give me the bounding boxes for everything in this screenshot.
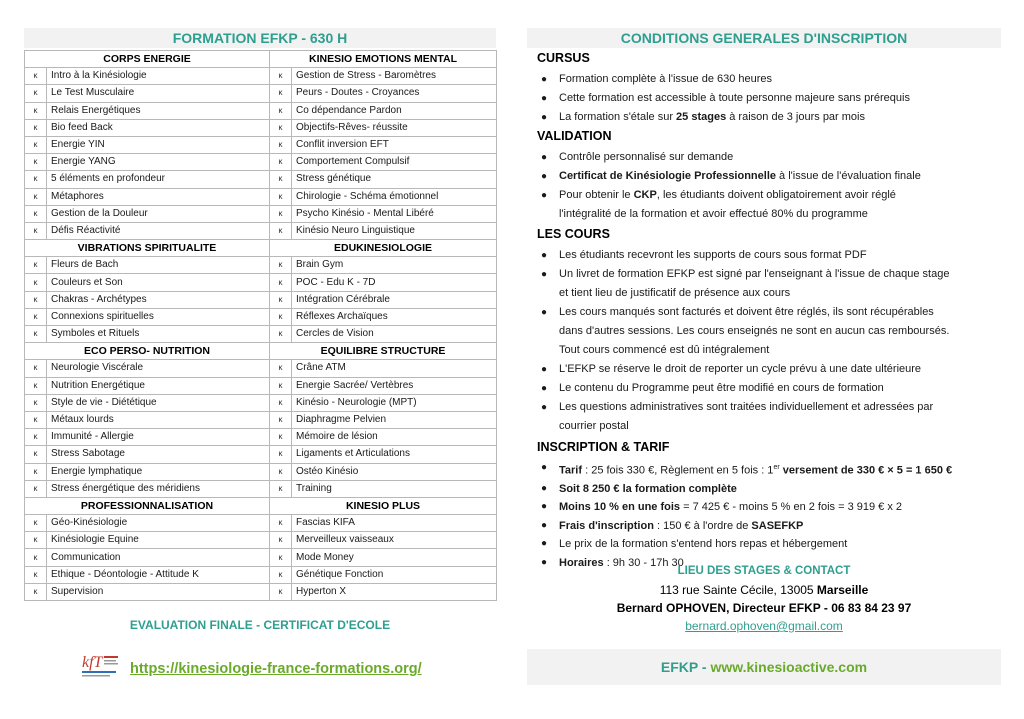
email-link[interactable]: bernard.ophoven@gmail.com <box>685 619 843 633</box>
kappa-marker-icon: ĸ <box>270 549 292 566</box>
module-name: Kinésio Neuro Linguistique <box>292 222 497 239</box>
kappa-marker-icon: ĸ <box>270 394 292 411</box>
kappa-marker-icon: ĸ <box>270 566 292 583</box>
module-name: Ostéo Kinésio <box>292 463 497 480</box>
kappa-marker-icon: ĸ <box>25 394 47 411</box>
director-contact: Bernard OPHOVEN, Directeur EFKP - 06 83 84 23 97 <box>616 601 912 615</box>
footer-website-link[interactable]: www.kinesioactive.com <box>710 659 868 675</box>
table-row <box>25 411 497 428</box>
table-row <box>25 102 497 119</box>
kappa-marker-icon: ĸ <box>270 222 292 239</box>
module-name: Training <box>292 480 497 497</box>
module-name: Immunité - Allergie <box>47 429 270 446</box>
table-row <box>25 85 497 102</box>
module-name: Connexions spirituelles <box>47 308 270 325</box>
list-item: ● Certificat de Kinésiologie Professionnelle à l'issue de l'évaluation finale <box>537 167 997 186</box>
list-item: ● Pour obtenir le CKP, les étudiants doivent obligatoirement avoir réglé l'intégralité de la formation et avoir effectué 80% du programme <box>537 186 997 224</box>
kappa-marker-icon: ĸ <box>25 274 47 291</box>
table-row <box>25 274 497 291</box>
module-name: Energie lymphatique <box>47 463 270 480</box>
contact-heading: LIEU DES STAGES & CONTACT <box>677 565 851 577</box>
module-name: Réflexes Archaïques <box>292 308 497 325</box>
kappa-marker-icon: ĸ <box>270 326 292 343</box>
module-name: Couleurs et Son <box>47 274 270 291</box>
kappa-marker-icon: ĸ <box>25 188 47 205</box>
table-row <box>25 377 497 394</box>
kappa-marker-icon: ĸ <box>25 360 47 377</box>
module-name: Fleurs de Bach <box>47 257 270 274</box>
module-name: Kinésiologie Equine <box>47 532 270 549</box>
module-name: Energie Sacrée/ Vertèbres <box>292 377 497 394</box>
category-header: VIBRATIONS SPIRITUALITE <box>25 240 270 257</box>
table-row <box>25 119 497 136</box>
bullet-icon: ● <box>541 93 548 104</box>
tarif-list <box>537 459 997 572</box>
module-name: Hyperton X <box>292 583 497 600</box>
module-name: Intégration Cérébrale <box>292 291 497 308</box>
bullet-icon: ● <box>541 383 548 394</box>
kappa-marker-icon: ĸ <box>270 171 292 188</box>
module-name: Intro à la Kinésiologie <box>47 68 270 85</box>
category-header-row <box>25 343 497 360</box>
table-row <box>25 291 497 308</box>
module-name: Conflit inversion EFT <box>292 136 497 153</box>
table-row <box>25 308 497 325</box>
kappa-marker-icon: ĸ <box>25 532 47 549</box>
module-name: Stress énergétique des méridiens <box>47 480 270 497</box>
kappa-marker-icon: ĸ <box>25 205 47 222</box>
category-header: EQUILIBRE STRUCTURE <box>270 343 497 360</box>
table-row <box>25 566 497 583</box>
table-row <box>25 429 497 446</box>
module-name: Merveilleux vaisseaux <box>292 532 497 549</box>
list-item: ● Les cours manqués sont facturés et doivent être réglés, ils sont récupérables dans d'autres sessions. Les cours enseignés ne sont en aucun cas remboursés. Tout cours commencé est dû intégralement <box>537 303 997 360</box>
kappa-marker-icon: ĸ <box>270 583 292 600</box>
kappa-marker-icon: ĸ <box>270 257 292 274</box>
module-name: Psycho Kinésio - Mental Libéré <box>292 205 497 222</box>
kappa-marker-icon: ĸ <box>25 377 47 394</box>
table-row <box>25 326 497 343</box>
category-header: KINESIO PLUS <box>270 497 497 514</box>
address: 113 rue Sainte Cécile, 13005 Marseille <box>659 583 869 597</box>
bullet-icon: ● <box>541 74 548 85</box>
module-name: Nutrition Energétique <box>47 377 270 394</box>
list-item: ● Les étudiants recevront les supports de cours sous format PDF <box>537 246 997 265</box>
kappa-marker-icon: ĸ <box>270 480 292 497</box>
section-tarif: INSCRIPTION & TARIF <box>537 440 670 454</box>
kappa-marker-icon: ĸ <box>25 68 47 85</box>
kappa-marker-icon: ĸ <box>270 532 292 549</box>
website-link[interactable]: https://kinesiologie-france-formations.org/ <box>130 661 422 677</box>
module-name: Géo-Kinésiologie <box>47 515 270 532</box>
table-row <box>25 154 497 171</box>
module-name: Energie YIN <box>47 136 270 153</box>
table-row <box>25 188 497 205</box>
kappa-marker-icon: ĸ <box>25 429 47 446</box>
program-table <box>24 50 497 601</box>
module-name: Mémoire de lésion <box>292 429 497 446</box>
module-name: Cercles de Vision <box>292 326 497 343</box>
module-name: Gestion de la Douleur <box>47 205 270 222</box>
kappa-marker-icon: ĸ <box>25 257 47 274</box>
list-item: ● L'EFKP se réserve le droit de reporter un cycle prévu à une date ultérieure <box>537 360 997 379</box>
kappa-marker-icon: ĸ <box>270 291 292 308</box>
list-item: ● Contrôle personnalisé sur demande <box>537 148 997 167</box>
list-item: ● Le contenu du Programme peut être modifié en cours de formation <box>537 379 997 398</box>
kappa-marker-icon: ĸ <box>25 308 47 325</box>
table-row <box>25 394 497 411</box>
evaluation-note: EVALUATION FINALE - CERTIFICAT D'ECOLE <box>129 618 391 632</box>
module-name: Mode Money <box>292 549 497 566</box>
svg-text:kfT: kfT <box>82 654 103 671</box>
category-header: PROFESSIONNALISATION <box>25 497 270 514</box>
table-row <box>25 463 497 480</box>
kappa-marker-icon: ĸ <box>270 377 292 394</box>
kappa-marker-icon: ĸ <box>270 119 292 136</box>
table-row <box>25 360 497 377</box>
validation-list <box>537 148 997 224</box>
module-name: Diaphragme Pelvien <box>292 411 497 428</box>
bullet-icon: ● <box>541 538 548 550</box>
category-header: EDUKINESIOLOGIE <box>270 240 497 257</box>
module-name: Communication <box>47 549 270 566</box>
module-name: Métaux lourds <box>47 411 270 428</box>
module-name: Relais Energétiques <box>47 102 270 119</box>
module-name: Chirologie - Schéma émotionnel <box>292 188 497 205</box>
category-header-row <box>25 240 497 257</box>
table-row <box>25 205 497 222</box>
kappa-marker-icon: ĸ <box>270 188 292 205</box>
bullet-icon: ● <box>541 307 548 318</box>
module-name: Ligaments et Articulations <box>292 446 497 463</box>
list-item: ● Le prix de la formation s'entend hors repas et hébergement <box>537 535 997 553</box>
module-name: Génétique Fonction <box>292 566 497 583</box>
kappa-marker-icon: ĸ <box>270 136 292 153</box>
list-item: ● Frais d'inscription : 150 € à l'ordre de SASEFKP <box>537 517 997 535</box>
table-row <box>25 515 497 532</box>
kappa-marker-icon: ĸ <box>25 102 47 119</box>
list-item: ● Les questions administratives sont traitées individuellement et adressées par courrier postal <box>537 398 997 436</box>
list-item: ● Tarif : 25 fois 330 €, Règlement en 5 fois : 1er versement de 330 € × 5 = 1 650 € <box>537 459 997 480</box>
footer-banner: EFKP - www.kinesioactive.com <box>527 649 1001 685</box>
module-name: Stress Sabotage <box>47 446 270 463</box>
module-name: Peurs - Doutes - Croyances <box>292 85 497 102</box>
module-name: Neurologie Viscérale <box>47 360 270 377</box>
section-cursus: CURSUS <box>537 51 590 65</box>
kappa-marker-icon: ĸ <box>270 446 292 463</box>
module-name: Le Test Musculaire <box>47 85 270 102</box>
module-name: Fascias KIFA <box>292 515 497 532</box>
section-validation: VALIDATION <box>537 129 612 143</box>
section-cours: LES COURS <box>537 227 610 241</box>
category-header-row <box>25 497 497 514</box>
module-name: POC - Edu K - 7D <box>292 274 497 291</box>
module-name: Crâne ATM <box>292 360 497 377</box>
table-row <box>25 222 497 239</box>
list-item: ● Moins 10 % en une fois = 7 425 € - moins 5 % en 2 fois = 3 919 € x 2 <box>537 498 997 516</box>
kappa-marker-icon: ĸ <box>25 222 47 239</box>
kappa-marker-icon: ĸ <box>270 85 292 102</box>
kappa-marker-icon: ĸ <box>25 549 47 566</box>
list-item: ● Horaires : 9h 30 - 17h 30 <box>537 554 997 572</box>
table-row <box>25 532 497 549</box>
list-item: ● La formation s'étale sur 25 stages à raison de 3 jours par mois <box>537 108 997 127</box>
bullet-icon: ● <box>541 190 548 201</box>
list-item: ● Cette formation est accessible à toute personne majeure sans prérequis <box>537 89 997 108</box>
bullet-icon: ● <box>541 250 548 261</box>
kappa-marker-icon: ĸ <box>270 154 292 171</box>
module-name: Stress génétique <box>292 171 497 188</box>
kappa-marker-icon: ĸ <box>25 119 47 136</box>
module-name: Gestion de Stress - Baromètres <box>292 68 497 85</box>
module-name: Ethique - Déontologie - Attitude K <box>47 566 270 583</box>
table-row <box>25 446 497 463</box>
kappa-marker-icon: ĸ <box>270 515 292 532</box>
kappa-marker-icon: ĸ <box>270 463 292 480</box>
module-name: Supervision <box>47 583 270 600</box>
cours-list <box>537 246 997 436</box>
module-name: Energie YANG <box>47 154 270 171</box>
kappa-marker-icon: ĸ <box>25 515 47 532</box>
bullet-icon: ● <box>541 402 548 413</box>
module-name: Kinésio - Neurologie (MPT) <box>292 394 497 411</box>
kappa-marker-icon: ĸ <box>270 274 292 291</box>
list-item: ● Formation complète à l'issue de 630 heures <box>537 70 997 89</box>
module-name: Bio feed Back <box>47 119 270 136</box>
bullet-icon: ● <box>541 501 548 513</box>
conditions-title: CONDITIONS GENERALES D'INSCRIPTION <box>527 28 1001 48</box>
kappa-marker-icon: ĸ <box>270 205 292 222</box>
program-title: FORMATION EFKP - 630 H <box>24 28 496 48</box>
bullet-icon: ● <box>541 269 548 280</box>
module-name: Comportement Compulsif <box>292 154 497 171</box>
module-name: Métaphores <box>47 188 270 205</box>
kappa-marker-icon: ĸ <box>270 102 292 119</box>
table-row <box>25 583 497 600</box>
category-header: ECO PERSO- NUTRITION <box>25 343 270 360</box>
module-name: Style de vie - Diététique <box>47 394 270 411</box>
kappa-marker-icon: ĸ <box>270 308 292 325</box>
module-name: Défis Réactivité <box>47 222 270 239</box>
bullet-icon: ● <box>541 152 548 163</box>
kappa-marker-icon: ĸ <box>25 291 47 308</box>
kappa-marker-icon: ĸ <box>270 429 292 446</box>
category-header-row <box>25 51 497 68</box>
bullet-icon: ● <box>541 171 548 182</box>
kappa-marker-icon: ĸ <box>25 480 47 497</box>
kappa-marker-icon: ĸ <box>25 85 47 102</box>
kappa-marker-icon: ĸ <box>25 566 47 583</box>
table-row <box>25 549 497 566</box>
category-header: CORPS ENERGIE <box>25 51 270 68</box>
kappa-marker-icon: ĸ <box>25 171 47 188</box>
kappa-marker-icon: ĸ <box>270 68 292 85</box>
list-item: ● Soit 8 250 € la formation complète <box>537 480 997 498</box>
module-name: Objectifs-Rêves- réussite <box>292 119 497 136</box>
kappa-marker-icon: ĸ <box>25 583 47 600</box>
table-row <box>25 136 497 153</box>
kappa-marker-icon: ĸ <box>25 136 47 153</box>
table-row <box>25 257 497 274</box>
cursus-list <box>537 70 997 127</box>
list-item: ● Un livret de formation EFKP est signé par l'enseignant à l'issue de chaque stage et tient lieu de justificatif de présence aux cours <box>537 265 997 303</box>
table-row <box>25 480 497 497</box>
table-row <box>25 68 497 85</box>
bullet-icon: ● <box>541 364 548 375</box>
bullet-icon: ● <box>541 556 548 568</box>
kappa-marker-icon: ĸ <box>25 446 47 463</box>
bullet-icon: ● <box>541 462 548 473</box>
module-name: Brain Gym <box>292 257 497 274</box>
kft-logo-icon <box>80 650 124 680</box>
module-name: Co dépendance Pardon <box>292 102 497 119</box>
kappa-marker-icon: ĸ <box>25 154 47 171</box>
kappa-marker-icon: ĸ <box>25 463 47 480</box>
kappa-marker-icon: ĸ <box>25 326 47 343</box>
module-name: 5 éléments en profondeur <box>47 171 270 188</box>
module-name: Chakras - Archétypes <box>47 291 270 308</box>
kappa-marker-icon: ĸ <box>270 411 292 428</box>
module-name: Symboles et Rituels <box>47 326 270 343</box>
bullet-icon: ● <box>541 112 548 123</box>
footer-brand: EFKP <box>660 659 698 675</box>
table-row <box>25 171 497 188</box>
category-header: KINESIO EMOTIONS MENTAL <box>270 51 497 68</box>
bullet-icon: ● <box>541 519 548 531</box>
kappa-marker-icon: ĸ <box>25 411 47 428</box>
bullet-icon: ● <box>541 483 548 495</box>
kappa-marker-icon: ĸ <box>270 360 292 377</box>
